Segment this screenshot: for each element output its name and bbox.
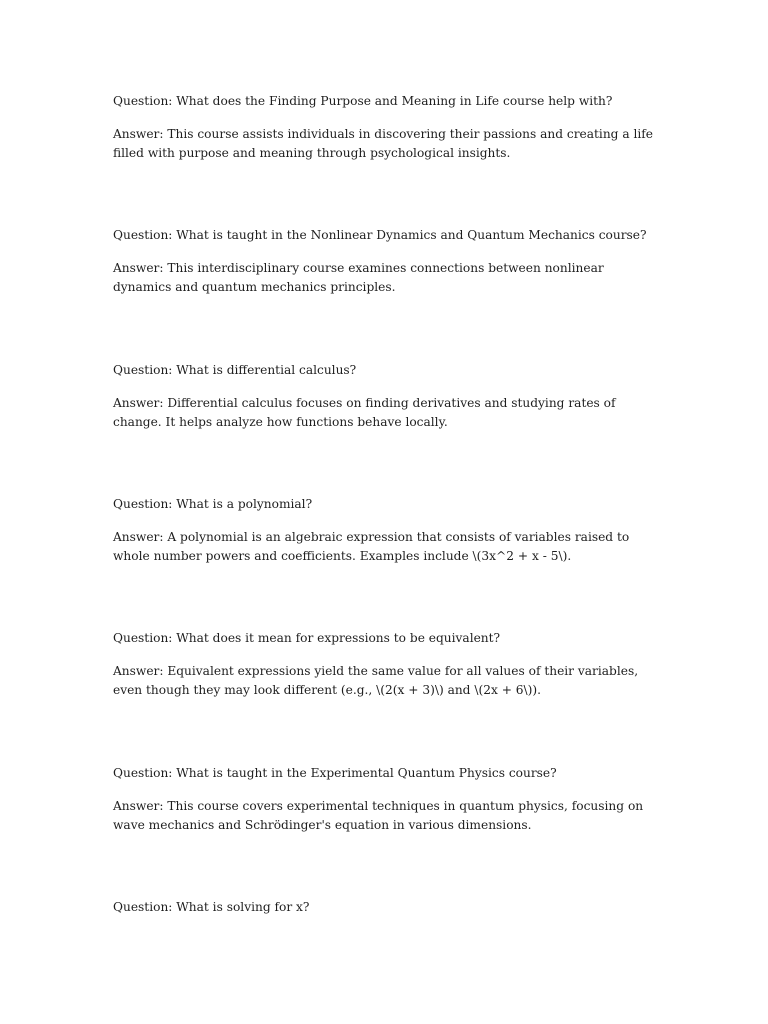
question-text: Question: What is taught in the Experimental Quantum Physics course? xyxy=(113,766,557,780)
answer-text: Answer: This course assists individuals in discovering their passions and creating a life filled with purpose and meaning through psychological insights. xyxy=(113,127,653,160)
question-text: Question: What does it mean for expressions to be equivalent? xyxy=(113,631,501,645)
qa-item xyxy=(113,361,658,432)
question-text: Question: What is differential calculus? xyxy=(113,363,357,377)
qa-item xyxy=(113,764,658,835)
qa-item xyxy=(113,898,658,917)
question-text: Question: What is a polynomial? xyxy=(113,497,313,511)
answer-text: Answer: This interdisciplinary course examines connections between nonlinear dynamics and quantum mechanics principles. xyxy=(113,261,604,294)
question-text: Question: What does the Finding Purpose and Meaning in Life course help with? xyxy=(113,94,613,108)
qa-item xyxy=(113,92,658,163)
answer-text: Answer: This course covers experimental techniques in quantum physics, focusing on wave mechanics and Schrödinger's equation in various dimensions. xyxy=(113,799,644,832)
qa-item xyxy=(113,495,658,566)
question-text: Question: What is solving for x? xyxy=(113,900,310,914)
answer-text: Answer: Differential calculus focuses on finding derivatives and studying rates of change. It helps analyze how functions behave locally. xyxy=(113,396,616,429)
question-text: Question: What is taught in the Nonlinear Dynamics and Quantum Mechanics course? xyxy=(113,228,647,242)
answer-text: Answer: Equivalent expressions yield the same value for all values of their variables, even though they may look different (e.g., \(2(x + 3)\) and \(2x + 6\)). xyxy=(113,664,639,697)
qa-item xyxy=(113,629,658,700)
answer-text: Answer: A polynomial is an algebraic expression that consists of variables raised to whole number powers and coefficients. Examples include \(3x^2 + x - 5\). xyxy=(113,530,630,563)
qa-item xyxy=(113,226,658,297)
